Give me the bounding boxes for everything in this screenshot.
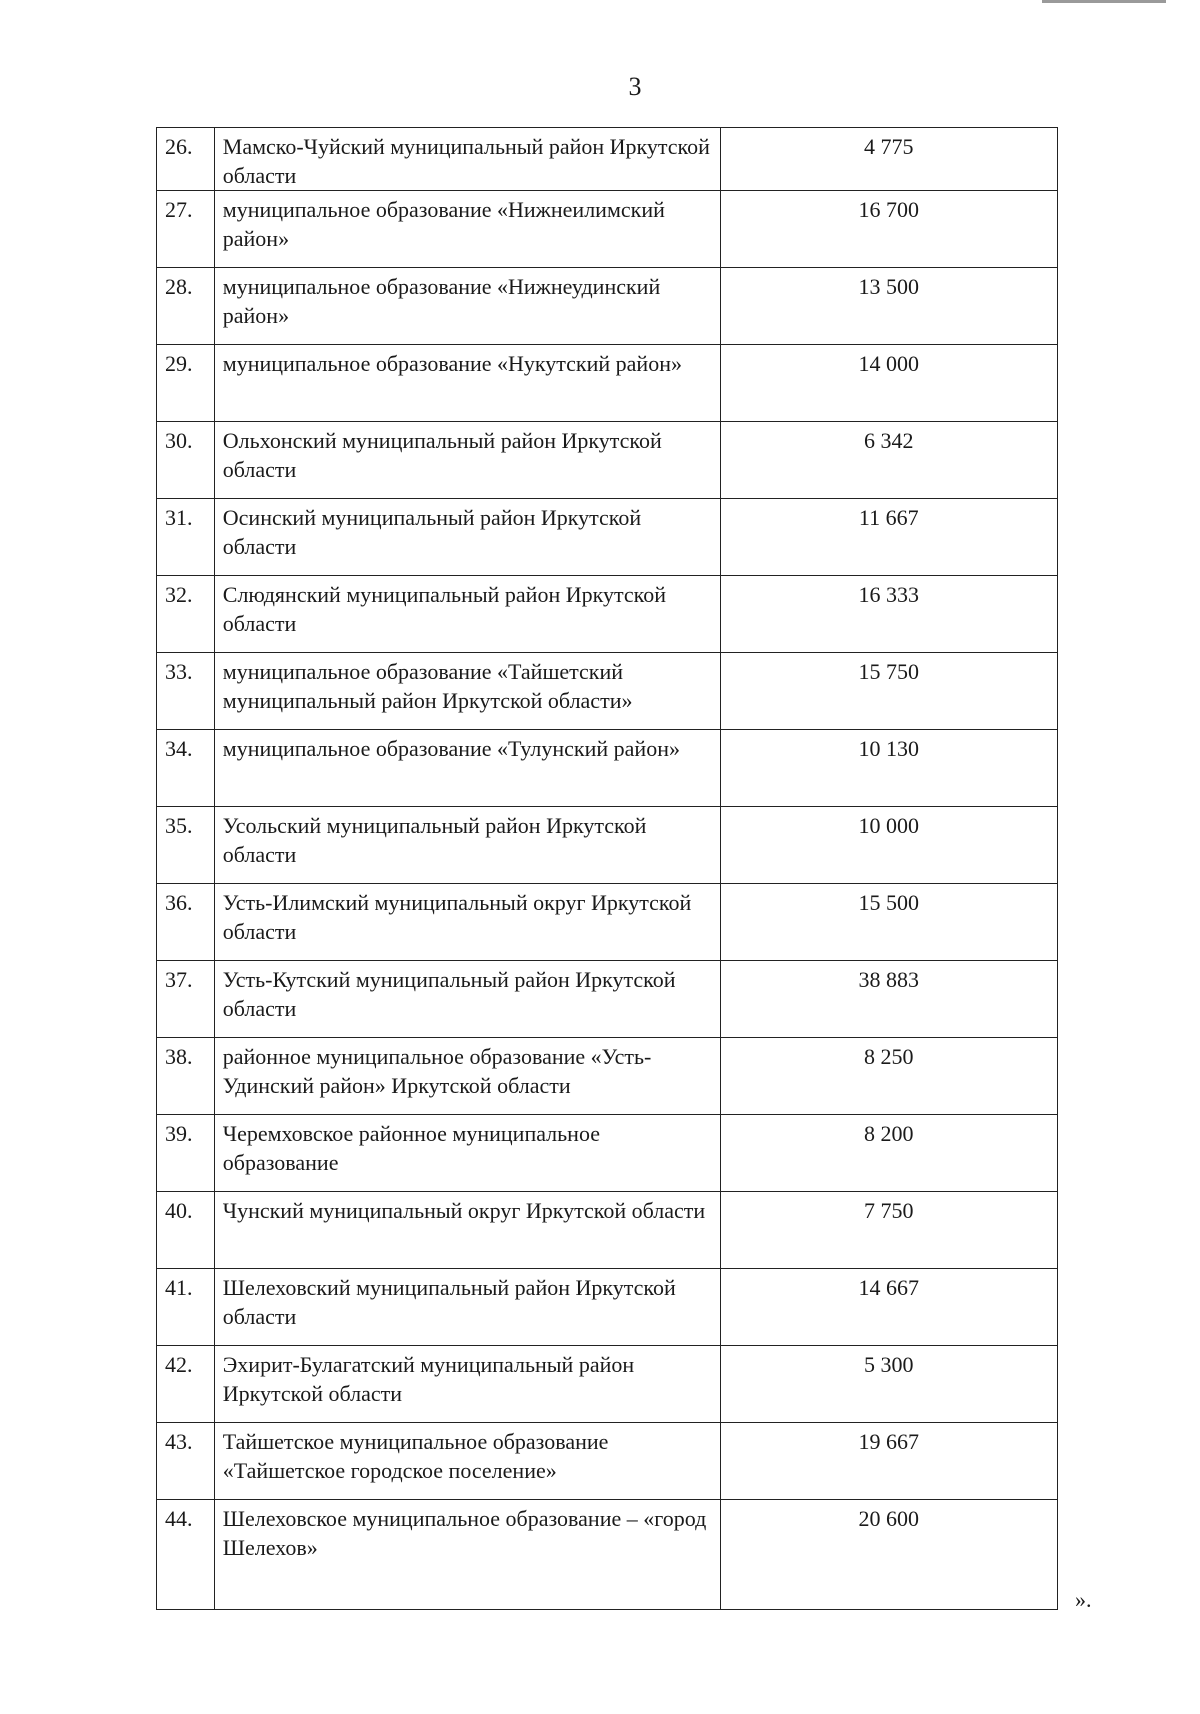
municipality-name-cell: муниципальное образование «Тайшетский муниципальный район Иркутской области» — [214, 653, 720, 730]
municipality-name-cell: Усть-Кутский муниципальный район Иркутской области — [214, 961, 720, 1038]
row-number-cell: 31. — [157, 499, 215, 576]
row-number-cell: 34. — [157, 730, 215, 807]
row-number-cell: 27. — [157, 191, 215, 268]
amount-cell: 20 600 — [720, 1500, 1058, 1610]
municipality-name-cell: Шелеховский муниципальный район Иркутской области — [214, 1269, 720, 1346]
amount-cell: 16 700 — [720, 191, 1058, 268]
municipality-name-cell: Черемховское районное муниципальное образование — [214, 1115, 720, 1192]
amount-cell: 13 500 — [720, 268, 1058, 345]
closing-quote-mark: ». — [1075, 1587, 1092, 1612]
amount-cell: 19 667 — [720, 1423, 1058, 1500]
row-number-cell: 37. — [157, 961, 215, 1038]
row-number-cell: 30. — [157, 422, 215, 499]
amount-cell: 10 000 — [720, 807, 1058, 884]
allocation-table — [156, 127, 1058, 1610]
table-row — [157, 1346, 1058, 1423]
amount-cell: 5 300 — [720, 1346, 1058, 1423]
row-number-cell: 36. — [157, 884, 215, 961]
amount-cell: 10 130 — [720, 730, 1058, 807]
table-row — [157, 961, 1058, 1038]
amount-cell: 15 500 — [720, 884, 1058, 961]
row-number-cell: 35. — [157, 807, 215, 884]
municipality-name-cell: Тайшетское муниципальное образование «Тайшетское городское поселение» — [214, 1423, 720, 1500]
amount-cell: 8 200 — [720, 1115, 1058, 1192]
municipality-name-cell: Шелеховское муниципальное образование – «город Шелехов» — [214, 1500, 720, 1610]
row-number-cell: 32. — [157, 576, 215, 653]
table-row — [157, 884, 1058, 961]
table-row — [157, 1269, 1058, 1346]
amount-cell: 8 250 — [720, 1038, 1058, 1115]
municipality-name-cell: муниципальное образование «Нижнеудинский район» — [214, 268, 720, 345]
page-number: 3 — [628, 72, 642, 101]
row-number-cell: 29. — [157, 345, 215, 422]
amount-cell: 16 333 — [720, 576, 1058, 653]
table-row — [157, 191, 1058, 268]
municipality-name-cell: Мамско-Чуйский муниципальный район Иркутской области — [214, 128, 720, 191]
amount-cell: 38 883 — [720, 961, 1058, 1038]
table-row — [157, 1192, 1058, 1269]
table-row — [157, 730, 1058, 807]
amount-cell: 7 750 — [720, 1192, 1058, 1269]
municipality-name-cell: муниципальное образование «Нижнеилимский район» — [214, 191, 720, 268]
amount-cell: 14 000 — [720, 345, 1058, 422]
municipality-name-cell: Слюдянский муниципальный район Иркутской области — [214, 576, 720, 653]
row-number-cell: 41. — [157, 1269, 215, 1346]
table-row — [157, 576, 1058, 653]
row-number-cell: 40. — [157, 1192, 215, 1269]
table-row — [157, 499, 1058, 576]
amount-cell: 6 342 — [720, 422, 1058, 499]
municipality-name-cell: Осинский муниципальный район Иркутской области — [214, 499, 720, 576]
table-row — [157, 345, 1058, 422]
municipality-name-cell: Ольхонский муниципальный район Иркутской области — [214, 422, 720, 499]
table-body — [157, 128, 1058, 1610]
row-number-cell: 28. — [157, 268, 215, 345]
table-row — [157, 1500, 1058, 1610]
table-row — [157, 1423, 1058, 1500]
municipality-name-cell: Чунский муниципальный округ Иркутской области — [214, 1192, 720, 1269]
municipality-name-cell: Эхирит-Булагатский муниципальный район Иркутской области — [214, 1346, 720, 1423]
amount-cell: 14 667 — [720, 1269, 1058, 1346]
row-number-cell: 43. — [157, 1423, 215, 1500]
top-edge-rule — [1042, 0, 1166, 3]
municipality-name-cell: Усольский муниципальный район Иркутской области — [214, 807, 720, 884]
table-row — [157, 1038, 1058, 1115]
table-row — [157, 653, 1058, 730]
amount-cell: 11 667 — [720, 499, 1058, 576]
row-number-cell: 39. — [157, 1115, 215, 1192]
table-row — [157, 1115, 1058, 1192]
municipality-name-cell: Усть-Илимский муниципальный округ Иркутской области — [214, 884, 720, 961]
row-number-cell: 42. — [157, 1346, 215, 1423]
row-number-cell: 44. — [157, 1500, 215, 1610]
municipality-name-cell: муниципальное образование «Тулунский район» — [214, 730, 720, 807]
municipality-name-cell: районное муниципальное образование «Усть-Удинский район» Иркутской области — [214, 1038, 720, 1115]
amount-cell: 15 750 — [720, 653, 1058, 730]
table-row — [157, 268, 1058, 345]
table-row — [157, 422, 1058, 499]
municipality-name-cell: муниципальное образование «Нукутский район» — [214, 345, 720, 422]
row-number-cell: 38. — [157, 1038, 215, 1115]
amount-cell: 4 775 — [720, 128, 1058, 191]
row-number-cell: 26. — [157, 128, 215, 191]
table-row — [157, 807, 1058, 884]
table-row — [157, 128, 1058, 191]
row-number-cell: 33. — [157, 653, 215, 730]
